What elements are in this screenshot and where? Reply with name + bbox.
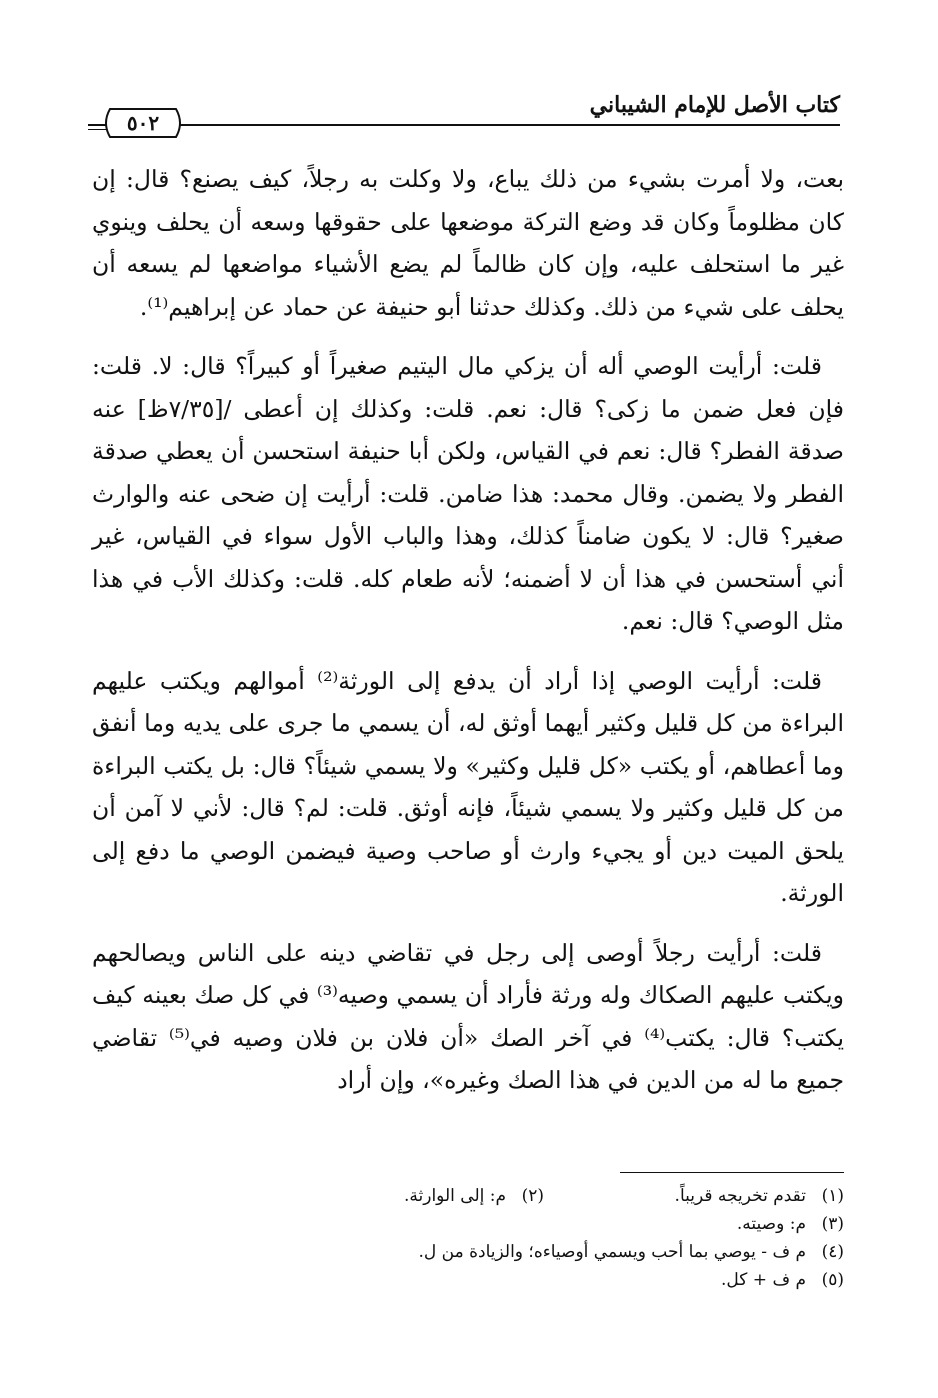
footnote-number: (٢) [521, 1186, 544, 1206]
paragraph-4: قلت: أرأيت رجلاً أوصى إلى رجل في تقاضي دينه على الناس ويصالحهم ويكتب عليهم الصكاك وله ورثة فأراد أن يسمي وصيه⁽³⁾ في كل صك بعينه كيف يكتب؟ قال: يكتب⁽⁴⁾ في آخر الصك «أن فلان بن فلان وصيه في⁽⁵⁾ تقاضي جميع ما له من الدين في هذا الصك وغيره»، وإن أراد [92, 938, 844, 1094]
footnote-3 [737, 1210, 844, 1238]
footnote-number: (١) [821, 1186, 844, 1206]
footnote-number: (٤) [821, 1242, 844, 1262]
header-rule [88, 124, 840, 126]
footnote-1 [675, 1182, 844, 1210]
footnote-row [92, 1182, 844, 1210]
footnote-text: م: وصيته. [736, 1214, 806, 1234]
footnote-number: (٥) [821, 1270, 844, 1290]
footnote-separator [620, 1172, 844, 1173]
page-header [88, 88, 840, 148]
page-number: ٥٠٢ [126, 111, 160, 135]
footnote-row [92, 1238, 844, 1266]
footnote-number: (٣) [821, 1214, 844, 1234]
footnote-text: م: إلى الوارثة. [404, 1186, 506, 1206]
page-number-badge [102, 108, 184, 138]
footnote-2 [404, 1182, 544, 1210]
paragraph-1: بعت، ولا أمرت بشيء من ذلك يباع، ولا وكلت به رجلاً، كيف يصنع؟ قال: إن كان مظلوماً وكان قد وضع التركة موضعها على حقوقها وسعه أن يحلف وينوي غير ما استحلف عليه، وإن كان ظالماً لم يضع الأشياء مواضعها لم يسعه أن يحلف على شيء من ذلك. وكذلك حدثنا أبو حنيفة عن حماد عن إبراهيم⁽¹⁾. [92, 165, 844, 321]
footnote-text: م ف + كل. [721, 1270, 806, 1290]
paragraph-3: قلت: أرأيت الوصي إذا أراد أن يدفع إلى الورثة⁽²⁾ أموالهم ويكتب عليهم البراءة من كل قليل وكثير أيهما أوثق له، أن يسمي ما جرى على يديه وما أنفق وما أعطاهم، أو يكتب «كل قليل وكثير» ولا يسمي شيئاً؟ قال: بل يكتب البراءة من كل قليل وكثير ولا يسمي شيئاً، فإنه أوثق. قلت: لم؟ قال: لأني لا آمن أن يلحق الميت دين أو يجيء وارث أو صاحب وصية فيضمن الوصي ما دفع إلى الورثة. [92, 666, 844, 907]
footnote-4 [419, 1238, 844, 1266]
footnote-5 [721, 1266, 844, 1294]
running-title: كتاب الأصل للإمام الشيباني [589, 92, 840, 118]
footnotes [92, 1182, 844, 1294]
footnote-row [92, 1210, 844, 1238]
footnote-text: تقدم تخريجه قريباً. [674, 1186, 806, 1206]
paragraph-2: قلت: أرأيت الوصي أله أن يزكي مال اليتيم صغيراً أو كبيراً؟ قال: لا. قلت: فإن فعل ضمن ما زكى؟ قال: نعم. قلت: وكذلك إن أعطى /[٧/٣٥ظ] عنه صدقة الفطر؟ قال: نعم في القياس، ولكن أبا حنيفة استحسن أن يعطي صدقة الفطر ولا يضمن. وقال محمد: هذا ضامن. قلت: أرأيت إن ضحى عنه والوارث صغير؟ قال: لا يكون ضامناً كذلك، وهذا والباب الأول سواء في القياس، غير أني أستحسن في هذا أن لا أضمنه؛ لأنه طعام كله. قلت: وكذلك الأب في هذا مثل الوصي؟ قال: نعم. [92, 352, 844, 635]
footnote-row [92, 1266, 844, 1294]
main-text [92, 158, 844, 1102]
footnote-text: م ف - يوصي بما أحب ويسمي أوصياءه؛ والزيادة من ل. [418, 1242, 806, 1262]
